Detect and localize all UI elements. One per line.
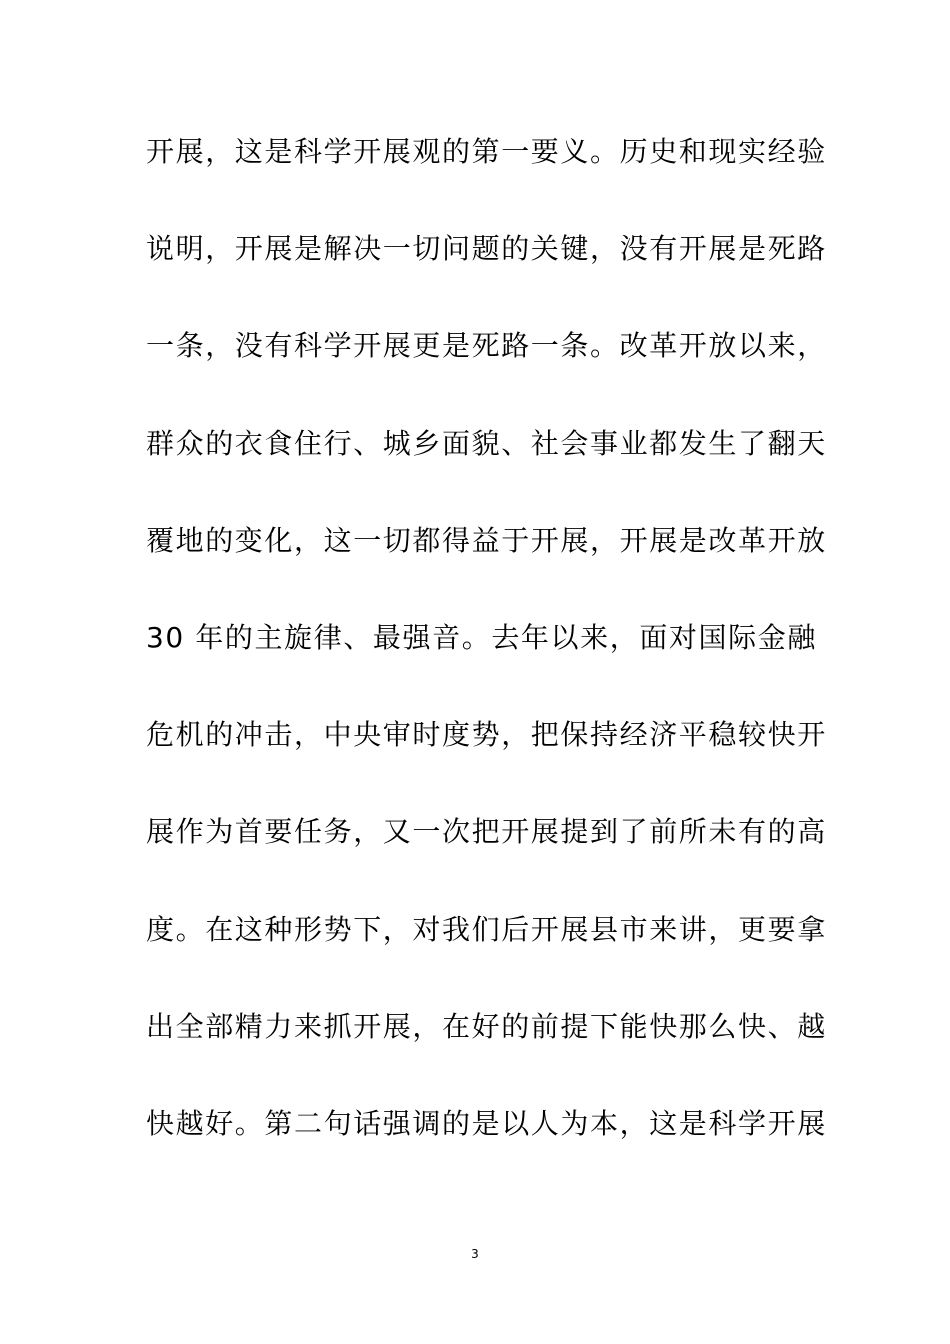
text-line: 群众的衣食住行、城乡面貌、社会事业都发生了翻天 [146, 426, 827, 460]
text-line: 覆地的变化，这一切都得益于开展，开展是改革开放 [146, 523, 827, 557]
text-line: 度。在这种形势下，对我们后开展县市来讲，更要拿 [146, 912, 827, 946]
page-number: 3 [471, 1247, 479, 1261]
text-line: 说明，开展是解决一切问题的关键，没有开展是死路 [146, 232, 827, 266]
text-line: 危机的冲击，中央审时度势，把保持经济平稳较快开 [146, 718, 827, 752]
text-line: 出全部精力来抓开展，在好的前提下能快那么快、越 [146, 1009, 827, 1043]
text-line: 一条，没有科学开展更是死路一条。改革开放以来， [146, 329, 827, 363]
text-line: 30 年的主旋律、最强音。去年以来，面对国际金融 [146, 620, 817, 654]
body-text [146, 128, 827, 1197]
text-line: 展作为首要任务，又一次把开展提到了前所未有的高 [146, 815, 827, 849]
text-line: 开展，这是科学开展观的第一要义。历史和现实经验 [146, 135, 827, 168]
text-line: 快越好。第二句话强调的是以人为本，这是科学开展 [146, 1106, 827, 1140]
